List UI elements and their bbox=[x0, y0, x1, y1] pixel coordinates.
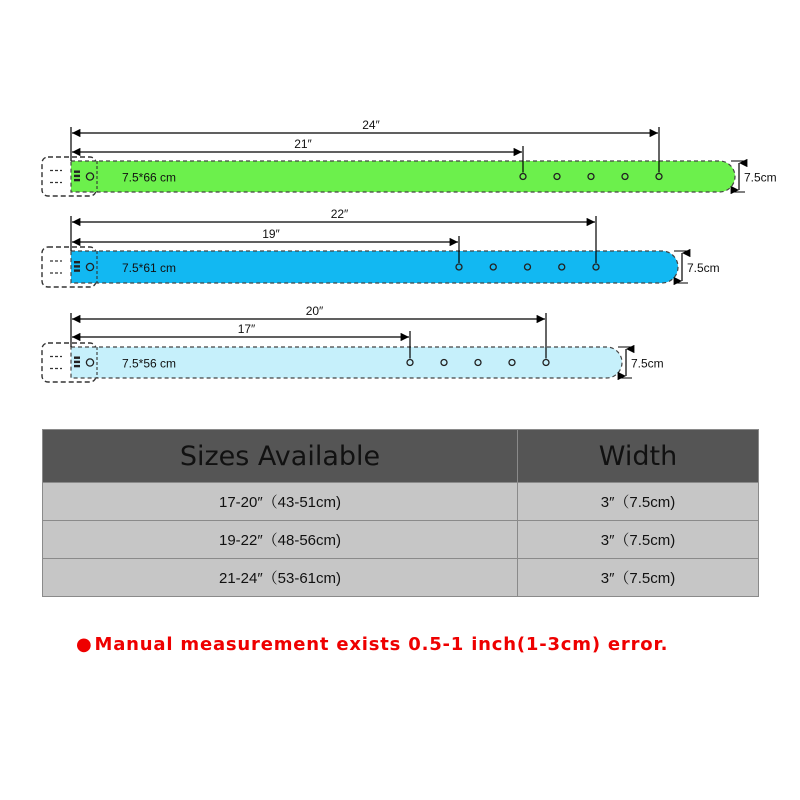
header-sizes: Sizes Available bbox=[43, 430, 518, 483]
table-row bbox=[43, 521, 759, 559]
dimension-label-last-hole: 22″ bbox=[330, 207, 349, 221]
belt-width-label: 7.5cm bbox=[744, 170, 777, 185]
bullet-icon: ● bbox=[76, 634, 93, 655]
belt-size-label: 7.5*61 cm bbox=[122, 261, 177, 275]
dimension-label-first-hole: 19″ bbox=[262, 227, 280, 241]
dimension-label-first-hole: 21″ bbox=[294, 137, 312, 151]
cell-width: 3″（7.5cm) bbox=[518, 559, 759, 597]
belt-width-label: 7.5cm bbox=[687, 261, 720, 275]
snap-icon bbox=[74, 269, 80, 271]
header-width: Width bbox=[518, 430, 759, 483]
belt-size-label: 7.5*66 cm bbox=[122, 170, 177, 185]
snap-icon bbox=[74, 357, 80, 359]
snap-icon bbox=[74, 175, 80, 177]
snap-icon bbox=[74, 365, 80, 367]
dimension-label-last-hole: 20″ bbox=[305, 304, 324, 318]
snap-icon bbox=[74, 171, 80, 173]
snap-icon bbox=[74, 361, 80, 363]
snap-icon bbox=[74, 261, 80, 263]
measurement-note bbox=[76, 634, 776, 655]
dimension-label-last-hole: 24″ bbox=[362, 118, 380, 132]
table-row bbox=[43, 559, 759, 597]
belt-width-label: 7.5cm bbox=[631, 356, 664, 371]
dimension-label-first-hole: 17″ bbox=[237, 322, 256, 336]
table-header-row bbox=[43, 430, 759, 483]
cell-size: 21-24″（53-61cm) bbox=[43, 559, 518, 597]
cell-size: 19-22″（48-56cm) bbox=[43, 521, 518, 559]
note-text: Manual measurement exists 0.5-1 inch(1-3cm) error. bbox=[94, 634, 669, 655]
cell-width: 3″（7.5cm) bbox=[518, 521, 759, 559]
belt-size-label: 7.5*56 cm bbox=[122, 356, 177, 371]
table-row bbox=[43, 483, 759, 521]
cell-size: 17-20″（43-51cm) bbox=[43, 483, 518, 521]
cell-width: 3″（7.5cm) bbox=[518, 483, 759, 521]
snap-icon bbox=[74, 265, 80, 267]
sizes-table bbox=[42, 429, 759, 597]
snap-icon bbox=[74, 179, 80, 181]
